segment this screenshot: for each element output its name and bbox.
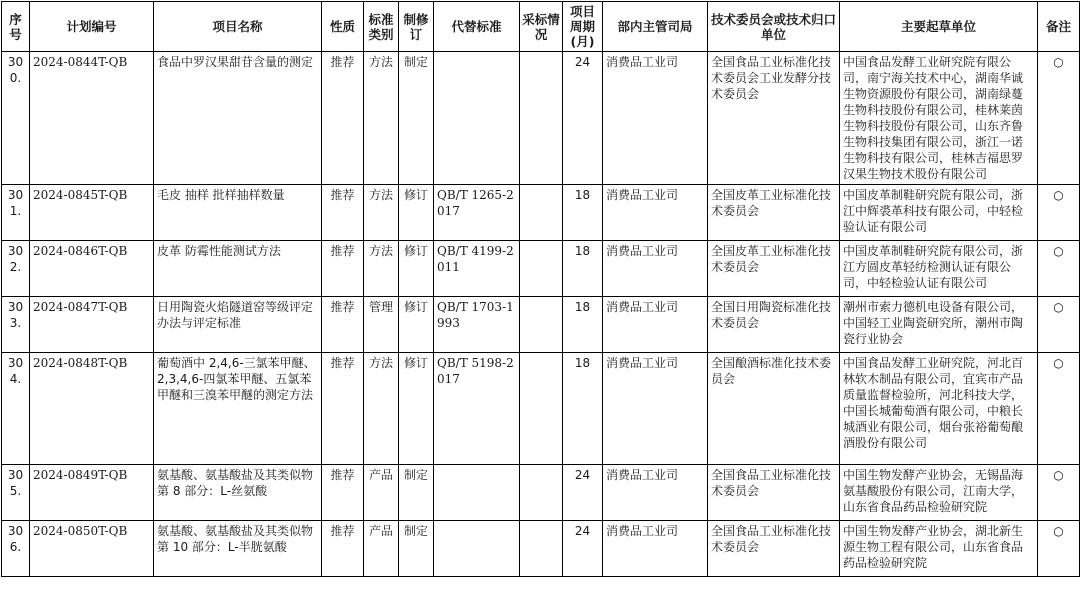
committee-cell: 全国皮革工业标准化技术委员会	[708, 185, 840, 241]
nature-cell: 推荐	[322, 521, 364, 577]
row-number: 306.	[2, 521, 30, 577]
note-cell: ○	[1038, 297, 1080, 353]
revision-cell: 修订	[399, 185, 434, 241]
row-number: 305.	[2, 465, 30, 521]
note-cell: ○	[1038, 185, 1080, 241]
department-cell: 消费品工业司	[603, 241, 708, 297]
nature-cell: 推荐	[322, 185, 364, 241]
drafters-cell: 中国生物发酵产业协会，无锡晶海氨基酸股份有限公司，江南大学，山东省食品药品检验研究院	[840, 465, 1038, 521]
drafters-cell: 中国食品发酵工业研究院有限公司，南宁海关技术中心，湖南华诚生物资源股份有限公司，湖南绿蔓生物科技股份有限公司，桂林莱茵生物科技股份有限公司，山东齐鲁生物科技集团有限公司，浙江一诺生物科技有限公司，桂林吉福思罗汉果生物技术股份有限公司	[840, 52, 1038, 185]
department-cell: 消费品工业司	[603, 465, 708, 521]
category-cell: 方法	[364, 185, 399, 241]
committee-cell: 全国酿酒标准化技术委员会	[708, 353, 840, 465]
plan-number: 2024-0846T-QB	[30, 241, 154, 297]
drafters-cell: 中国皮革制鞋研究院有限公司，浙江中辉裘革科技有限公司，中轻检验认证有限公司	[840, 185, 1038, 241]
replaces-cell	[434, 465, 520, 521]
plan-number: 2024-0850T-QB	[30, 521, 154, 577]
category-cell: 管理	[364, 297, 399, 353]
project-name: 食品中罗汉果甜苷含量的测定	[154, 52, 322, 185]
period-cell: 18	[563, 185, 603, 241]
standards-plan-table	[1, 1, 1080, 577]
drafters-cell: 中国食品发酵工业研究院，河北百林软木制品有限公司，宜宾市产品质量监督检验所，河北科技大学，中国长城葡萄酒有限公司，中粮长城酒业有限公司，烟台张裕葡萄酿酒股份有限公司	[840, 353, 1038, 465]
row-number: 304.	[2, 353, 30, 465]
row-number: 303.	[2, 297, 30, 353]
committee-cell: 全国食品工业标准化技术委员会工业发酵分技术委员会	[708, 52, 840, 185]
column-header: 制修订	[399, 2, 434, 52]
period-cell: 18	[563, 297, 603, 353]
period-cell: 24	[563, 52, 603, 185]
table-row	[2, 465, 1080, 521]
revision-cell: 制定	[399, 465, 434, 521]
nature-cell: 推荐	[322, 465, 364, 521]
column-header: 部内主管司局	[603, 2, 708, 52]
department-cell: 消费品工业司	[603, 185, 708, 241]
column-header: 备注	[1038, 2, 1080, 52]
column-header: 代替标准	[434, 2, 520, 52]
department-cell: 消费品工业司	[603, 297, 708, 353]
department-cell: 消费品工业司	[603, 521, 708, 577]
nature-cell: 推荐	[322, 353, 364, 465]
table-row	[2, 297, 1080, 353]
replaces-cell: QB/T 4199-2011	[434, 241, 520, 297]
replaces-cell: QB/T 5198-2017	[434, 353, 520, 465]
drafters-cell: 潮州市索力德机电设备有限公司，中国轻工业陶瓷研究所，潮州市陶瓷行业协会	[840, 297, 1038, 353]
nature-cell: 推荐	[322, 297, 364, 353]
note-cell: ○	[1038, 521, 1080, 577]
revision-cell: 修订	[399, 297, 434, 353]
row-number: 300.	[2, 52, 30, 185]
committee-cell: 全国食品工业标准化技术委员会	[708, 521, 840, 577]
note-cell: ○	[1038, 241, 1080, 297]
plan-number: 2024-0848T-QB	[30, 353, 154, 465]
plan-number: 2024-0844T-QB	[30, 52, 154, 185]
note-cell: ○	[1038, 465, 1080, 521]
adoption-cell	[520, 297, 563, 353]
revision-cell: 修订	[399, 241, 434, 297]
committee-cell: 全国日用陶瓷标准化技术委员会	[708, 297, 840, 353]
column-header: 性质	[322, 2, 364, 52]
column-header: 技术委员会或技术归口单位	[708, 2, 840, 52]
note-cell: ○	[1038, 52, 1080, 185]
replaces-cell: QB/T 1703-1993	[434, 297, 520, 353]
adoption-cell	[520, 465, 563, 521]
table-row	[2, 52, 1080, 185]
committee-cell: 全国食品工业标准化技术委员会	[708, 465, 840, 521]
replaces-cell	[434, 52, 520, 185]
plan-number: 2024-0845T-QB	[30, 185, 154, 241]
column-header: 项目名称	[154, 2, 322, 52]
adoption-cell	[520, 241, 563, 297]
drafters-cell: 中国生物发酵产业协会，湖北新生源生物工程有限公司，山东省食品药品检验研究院	[840, 521, 1038, 577]
note-cell: ○	[1038, 353, 1080, 465]
row-number: 302.	[2, 241, 30, 297]
replaces-cell	[434, 521, 520, 577]
category-cell: 方法	[364, 52, 399, 185]
revision-cell: 制定	[399, 521, 434, 577]
category-cell: 产品	[364, 521, 399, 577]
plan-number: 2024-0849T-QB	[30, 465, 154, 521]
adoption-cell	[520, 521, 563, 577]
nature-cell: 推荐	[322, 241, 364, 297]
period-cell: 18	[563, 241, 603, 297]
table-row	[2, 241, 1080, 297]
project-name: 葡萄酒中 2,4,6-三氯苯甲醚、2,3,4,6-四氯苯甲醚、五氯苯甲醚和三溴苯甲醚的测定方法	[154, 353, 322, 465]
column-header: 标准类别	[364, 2, 399, 52]
revision-cell: 制定	[399, 52, 434, 185]
department-cell: 消费品工业司	[603, 52, 708, 185]
period-cell: 24	[563, 465, 603, 521]
row-number: 301.	[2, 185, 30, 241]
nature-cell: 推荐	[322, 52, 364, 185]
column-header: 采标情况	[520, 2, 563, 52]
period-cell: 24	[563, 521, 603, 577]
category-cell: 方法	[364, 241, 399, 297]
table-row	[2, 185, 1080, 241]
column-header: 项目周期(月)	[563, 2, 603, 52]
project-name: 氨基酸、氨基酸盐及其类似物 第 10 部分：L-半胱氨酸	[154, 521, 322, 577]
project-name: 氨基酸、氨基酸盐及其类似物 第 8 部分：L-丝氨酸	[154, 465, 322, 521]
project-name: 毛皮 抽样 批样抽样数量	[154, 185, 322, 241]
table-row	[2, 521, 1080, 577]
period-cell: 18	[563, 353, 603, 465]
drafters-cell: 中国皮革制鞋研究院有限公司，浙江方圆皮革轻纺检测认证有限公司，中轻检验认证有限公司	[840, 241, 1038, 297]
adoption-cell	[520, 185, 563, 241]
revision-cell: 修订	[399, 353, 434, 465]
column-header: 主要起草单位	[840, 2, 1038, 52]
adoption-cell	[520, 52, 563, 185]
plan-number: 2024-0847T-QB	[30, 297, 154, 353]
committee-cell: 全国皮革工业标准化技术委员会	[708, 241, 840, 297]
table-row	[2, 353, 1080, 465]
project-name: 皮革 防霉性能测试方法	[154, 241, 322, 297]
table-body	[2, 52, 1080, 577]
replaces-cell: QB/T 1265-2017	[434, 185, 520, 241]
column-header: 序号	[2, 2, 30, 52]
adoption-cell	[520, 353, 563, 465]
department-cell: 消费品工业司	[603, 353, 708, 465]
column-header: 计划编号	[30, 2, 154, 52]
project-name: 日用陶瓷火焰隧道窑等级评定办法与评定标准	[154, 297, 322, 353]
category-cell: 方法	[364, 353, 399, 465]
header-row	[2, 2, 1080, 52]
category-cell: 产品	[364, 465, 399, 521]
